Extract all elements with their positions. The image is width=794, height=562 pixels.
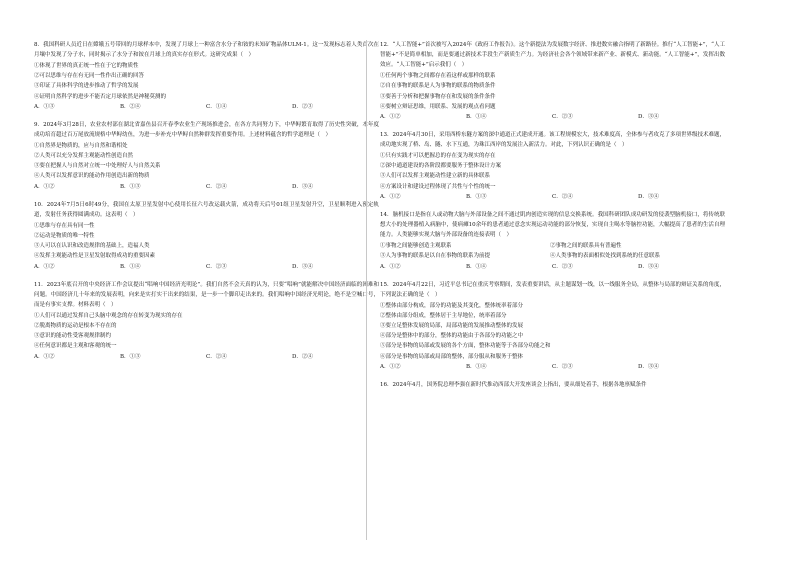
question-stem: 14．脑机接口是指在人或动物大脑与外部设备之间不通过肌肉创造实现的信息交换系统。我国科研团队成功研发的侵袭型脑机接口，将传统联想大小的处理器植入病脑中，使病瘫10余年的患者通过意念实现运动功能的部分恢复，实现自主喝水等脑控功能，大幅提高了患者的生活自理能力。人类能够实现大脑与外部设备的连接表明（ ）	[380, 212, 725, 239]
question-stem: 11．2023年底召开的中央经济工作会议提出“唱响中国经济光明论”。我们自然不会天真的认为，只要“唱响”就能解决中国经济面临的困难和问题。中国经济几十年来的发展表明，向来是实打实干出来的结果，是一步一个脚印走出来的。我们唱响中国经济光明论，绝不是空喊口号，而是有事实支撑。材料表明（ ）	[34, 281, 379, 309]
question-15	[380, 280, 725, 373]
option-statement: ④证明自然科学的进步不能否定月球依然是神秘莫测的	[34, 93, 167, 100]
option-statement: ③要立足整体发展的局部，局部功能的发展推动整体的发展	[380, 323, 524, 330]
answer-choice: A．①②	[34, 184, 55, 191]
question-12	[380, 40, 725, 123]
answer-choice: B．①③	[120, 184, 141, 191]
option-list	[380, 151, 725, 192]
option-statement: ①事物之间能够创造主观联系	[380, 243, 452, 250]
answer-choice: B．②④	[120, 104, 141, 111]
question-13	[380, 130, 725, 202]
answer-choice: D．②③	[292, 104, 313, 111]
answer-choice: C．②③	[206, 264, 227, 271]
option-list	[380, 71, 725, 112]
option-statement: ①只有实践才可以把握总的存在变为现实的存在	[380, 153, 496, 160]
answer-choice: B．①④	[120, 264, 141, 271]
option-statement: ②人类可以充分发挥主观能动性创造自然	[34, 153, 134, 160]
answer-choice: D．③④	[638, 364, 659, 371]
answer-choice: A．①②	[380, 364, 401, 371]
answer-choice: A．①②	[380, 114, 401, 121]
option-statement: ④任何意识都是主观和客观的统一	[34, 343, 117, 350]
question-9	[34, 120, 379, 192]
question-8	[34, 40, 379, 112]
question-stem: 9．2024年3月28日，农业农村部在湖北省嘉鱼县召开春季农业生产现场推进会，在各方共同努力下，中华鲟繁育取得了历史性突破，本年度成功培育超过百万尾放流规格中华鲟幼鱼，为进一步补充中华鲟自然种群发挥重要作用。上述材料蕴含的哲学道理是（ ）	[34, 121, 379, 139]
answer-choice: B．①④	[466, 264, 487, 271]
answer-choice: C．②④	[206, 184, 227, 191]
question-stem: 10．2024年7月5日6时49分，我国在太原卫星发射中心使用长征六号改运载火箭，成功将天后号01组卫星发射升空，卫星顺利进入预定轨道，发射任务获得圆满成功。这表明（ ）	[34, 201, 379, 219]
question-14	[380, 210, 725, 272]
answer-choice: C．②③	[552, 364, 573, 371]
answer-choice: A．①②	[380, 264, 401, 271]
option-statement: ②可以思维与存在有无同一性作出正确的回答	[34, 73, 145, 80]
question-stem: 12．“人工智能+”首次被写入2024年《政府工作报告》。这个新提法为发展数字经济、推进数实融合指明了新路径。推行“人工智能+”，“人工智能+”不是简单相加，而是要通过新技术手段生产新质生产力。为经济社会各个领域带来新产业、新模式、新动能。“人工智能+”，发挥出数效应。“人工智能+”启示我们（ ）	[380, 42, 725, 69]
option-statement: ①人们可以通过发挥自己头脑中观念的存在转变为现实的存在	[34, 312, 183, 319]
question-16	[380, 380, 725, 390]
answer-choices	[380, 262, 725, 272]
column-divider	[366, 40, 367, 540]
option-statement: ④部分是整体中的部分，整体的功能由于各部分的功能之中	[380, 333, 524, 340]
option-statement: ④要树立辩证思维，用联系、发展的观点看问题	[380, 103, 496, 110]
option-statement: ③人可以在认识和改造规律的基础上，造福人类	[34, 243, 150, 250]
answer-choice: A．①②	[34, 354, 55, 361]
answer-choices	[34, 352, 379, 362]
answer-choice: D．③④	[292, 184, 313, 191]
answer-choice: D．③④	[638, 114, 659, 121]
answer-choices	[380, 362, 725, 372]
option-statement: ③要善于分析和把握事物存在和发展的条件条件	[380, 93, 496, 100]
option-list	[380, 241, 725, 261]
option-statement: ③人们可以发挥主观能动性建立新的具体联系	[380, 173, 491, 180]
answer-choice: B．①③	[120, 354, 141, 361]
answer-choice: D．③④	[638, 264, 659, 271]
option-statement: ③要在把握人与自然对立统一中处理好人与自然关系	[34, 163, 161, 170]
answer-choice: D．②④	[292, 354, 313, 361]
option-statement: ①任何两个事物之间都存在着这样或那样的联系	[380, 73, 496, 80]
option-statement: ②运动是物质的唯一特性	[34, 232, 95, 239]
answer-choice: C．②③	[552, 114, 573, 121]
answer-choice: B．①④	[466, 114, 487, 121]
answer-choice: D．③④	[292, 264, 313, 271]
option-statement: ④人类可以发挥意识的能动作用创造出新的物质	[34, 173, 150, 180]
option-statement: ⑤部分是事物的局部或发展的各个方面，整体功能等于各部分功能之和	[380, 343, 551, 350]
option-list	[34, 61, 379, 102]
option-statement: ②脱离物质的运动是根本不存在的	[34, 323, 117, 330]
answer-choice: A．①②	[34, 264, 55, 271]
option-statement: ⑥部分是事物的局部或局部的整体，部分服从和服务于整体	[380, 353, 524, 360]
answer-choice: C．②④	[206, 354, 227, 361]
question-stem: 8．我国科研人员近日在嫦娥五号带回的月球样本中，发现了月球上一种富含水分子和铵的未知矿物晶体ULM-1。这一发现标志着人类首次在月壤中发现了分子水，同时揭示了水分子和铵在月球上的真实存在形式。这研究成果（ ）	[34, 42, 379, 59]
option-statement: ①自然界是物质的，应与自然和谐相处	[34, 142, 128, 149]
right-column	[380, 40, 725, 398]
option-statement: ③印证了具体科学的进步推动了哲学的发展	[34, 83, 139, 90]
option-list	[34, 221, 379, 262]
option-statement: ①体现了世界的真正统一性在于它的物质性	[34, 62, 139, 69]
answer-choice: A．①②	[380, 194, 401, 201]
answer-choice: C．②③	[552, 264, 573, 271]
option-statement: ④方案设计和建设过程体现了共性与个性的统一	[380, 183, 496, 190]
option-list	[34, 311, 379, 352]
option-statement: ④发挥主观能动性是卫星发射取得成功的重要因素	[34, 253, 156, 260]
answer-choice: B．①④	[466, 364, 487, 371]
option-statement: ④人类事物的表面相似处找到系统的任意联系	[550, 253, 661, 260]
left-column	[34, 40, 379, 370]
option-statement: ③意识的能动性受客观规律制约	[34, 333, 112, 340]
answer-choice: C．②④	[552, 194, 573, 201]
answer-choices	[34, 182, 379, 192]
answer-choices	[34, 102, 379, 112]
question-stem: 13．2024年4月30日，采用西桥东隧方案的深中通道正式建成开通。该工程规模宏大，技术难度高，全体参与者攻克了多项世界级技术难题，成功地实现了桥、岛、隧、水下互通，为珠江西岸的发展注入新活力。对此，下列认识正确的是（ ）	[380, 132, 725, 149]
option-statement: ②事物之间的联系具有普遍性	[550, 243, 622, 250]
option-statement: ②整体由部分组成，整体居于主导地位，统率着部分	[380, 312, 507, 319]
question-10	[34, 200, 379, 272]
answer-choice: D．③④	[638, 194, 659, 201]
answer-choice: B．①③	[466, 194, 487, 201]
answer-choices	[380, 112, 725, 122]
question-11	[34, 280, 379, 363]
answer-choice: C．①④	[206, 104, 227, 111]
question-stem: 15．2024年4月22日，习近平总书记在重庆考察期间，发表重要讲话，从主题谋划一线，以一线服务全局，从整体与局部的辩证关系的角度，下列说法正确的是（ ）	[380, 281, 725, 298]
option-statement: ②自在事物的联系是人为事物的联系的物质条件	[380, 83, 496, 90]
option-statement: ③人为事物的联系是以自在事物的联系为前提	[380, 253, 491, 260]
option-statement: ②深中通道建设的各阶段都要服务于整体设计方案	[380, 163, 502, 170]
answer-choices	[380, 192, 725, 202]
option-statement: ①整体由部分构成，部分的功能及其变化，整体统率着部分	[380, 302, 524, 309]
answer-choice: A．①③	[34, 104, 55, 111]
option-list	[380, 301, 725, 362]
question-stem: 16．2024年4月，国务院总理李强在新时代推动西部大开发座谈会上指出，要从细处着手，根据各地禀赋条件	[380, 382, 647, 389]
option-list	[34, 141, 379, 182]
option-statement: ①思维与存在具有同一性	[34, 222, 95, 229]
answer-choices	[34, 262, 379, 272]
